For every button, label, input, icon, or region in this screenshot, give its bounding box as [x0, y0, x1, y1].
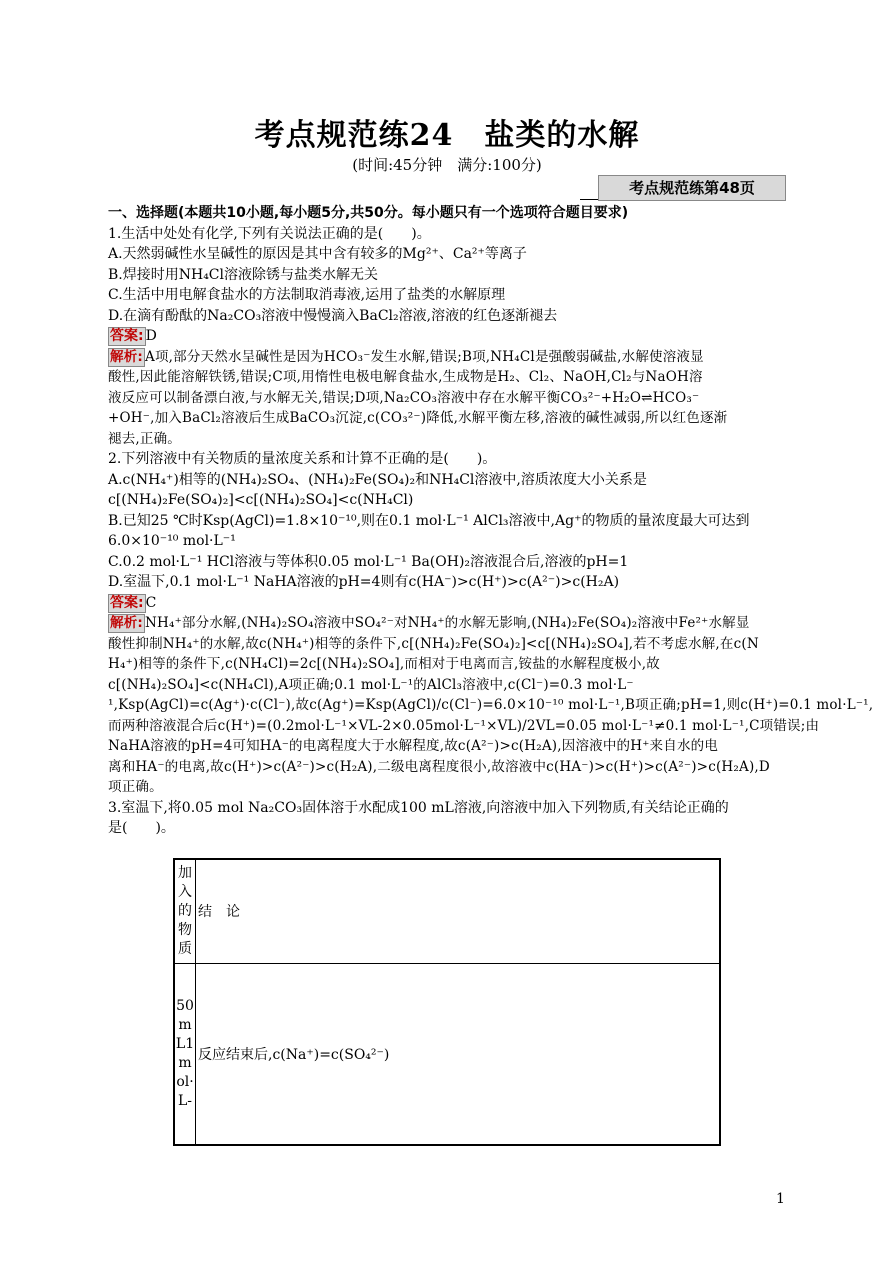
q2-explain-line: NaHA溶液的pH=4可知HA⁻的电离程度大于水解程度,故c(A²⁻)>c(H₂A),因溶液中的H⁺来自水的电 — [108, 738, 719, 754]
q2-explain-line: c[(NH₄)₂SO₄]<c(NH₄Cl),A项正确;0.1 mol·L⁻¹的AlCl₃溶液中,c(Cl⁻)=0.3 mol·L⁻ — [108, 676, 634, 693]
table-header-row — [174, 859, 720, 963]
q2-explain-line: H₄⁺)相等的条件下,c(NH₄Cl)=2c[(NH₄)₂SO₄],而相对于电离而言,铵盐的水解程度极小,故 — [108, 656, 660, 672]
q1-option-d: D.在滴有酚酞的Na₂CO₃溶液中慢慢滴入BaCl₂溶液,溶液的红色逐渐褪去 — [108, 307, 558, 324]
q2-explain-line: 酸性抑制NH₄⁺的水解,故c(NH₄⁺)相等的条件下,c[(NH₄)₂Fe(SO₄)₂]<c[(NH₄)₂SO₄],若不考虑水解,在c(N — [108, 635, 759, 652]
answer-value: C — [145, 594, 157, 611]
content — [108, 203, 874, 839]
q2-option-d: D.室温下,0.1 mol·L⁻¹ NaHA溶液的pH=4则有c(HA⁻)>c(H⁺)>c(A²⁻)>c(H₂A) — [108, 574, 620, 590]
q1-explain-line: 褪去,正确。 — [108, 430, 181, 447]
question-3-stem-cont: 是( )。 — [108, 820, 175, 836]
conclusion-cell: 反应结束后,c(Na⁺)=c(SO₄²⁻) — [196, 963, 721, 1145]
q1-explain-line: +OH⁻,加入BaCl₂溶液后生成BaCO₃沉淀,c(CO₃²⁻)降低,水解平衡左移,溶液的碱性减弱,所以红色逐渐 — [108, 410, 728, 426]
explain-tag: 解析: — [110, 615, 143, 631]
table-row — [174, 963, 720, 1145]
page-title: 考点规范练24 盐类的水解 — [254, 118, 640, 153]
q1-option-c: C.生活中用电解食盐水的方法制取消毒液,运用了盐类的水解原理 — [108, 287, 506, 303]
answer-tag: 答案: — [110, 594, 144, 611]
explain-text: NH₄⁺部分水解,(NH₄)₂SO₄溶液中SO₄²⁻对NH₄⁺的水解无影响,(NH₄)₂Fe(SO₄)₂溶液中Fe²⁺水解显 — [145, 615, 750, 631]
q2-explain-line: 项正确。 — [108, 779, 163, 795]
added-substance-cell: 50mL1mol·L- — [174, 963, 196, 1145]
q1-option-b: B.焊接时用NH₄Cl溶液除锈与盐类水解无关 — [108, 266, 378, 283]
q1-explain-line: 液反应可以制备漂白液,与水解无关,错误;D项,Na₂CO₃溶液中存在水解平衡CO₃²⁻+H₂O⇌HCO₃⁻ — [108, 389, 700, 406]
q2-answer — [108, 593, 784, 614]
section-heading: 一、选择题(本题共10小题,每小题5分,共50分。每小题只有一个选项符合题目要求) — [108, 205, 629, 221]
page-number: 1 — [776, 1191, 785, 1207]
q2-option-a-cont: c[(NH₄)₂Fe(SO₄)₂]<c[(NH₄)₂SO₄]<c(NH₄Cl) — [108, 492, 414, 508]
answer-value: D — [145, 328, 157, 344]
question-3-table — [173, 858, 721, 1146]
question-2-stem: 2.下列溶液中有关物质的量浓度关系和计算不正确的是( )。 — [108, 451, 497, 467]
q2-explain-line: 离和HA⁻的电离,故c(H⁺)>c(A²⁻)>c(H₂A),二级电离程度很小,故溶液中c(HA⁻)>c(H⁺)>c(A²⁻)>c(H₂A),D — [108, 758, 770, 775]
q2-option-b-cont: 6.0×10⁻¹⁰ mol·L⁻¹ — [108, 533, 236, 549]
q2-explain-line: 而两种溶液混合后c(H⁺)=(0.2mol·L⁻¹×VL-2×0.05mol·L⁻¹×VL)/2VL=0.05 mol·L⁻¹≠0.1 mol·L⁻¹,C项错误;由 — [108, 717, 820, 734]
tag-underline — [580, 199, 598, 200]
q2-option-b: B.已知25 ℃时Ksp(AgCl)=1.8×10⁻¹⁰,则在0.1 mol·L⁻¹ AlCl₃溶液中,Ag⁺的物质的量浓度最大可达到 — [108, 512, 750, 529]
q2-explain-line: ¹,Ksp(AgCl)=c(Ag⁺)·c(Cl⁻),故c(Ag⁺)=Ksp(AgCl)/c(Cl⁻)=6.0×10⁻¹⁰ mol·L⁻¹,B项正确;pH=1,则c(H⁺)=0.1 mol·L⁻¹, — [108, 697, 874, 713]
q2-option-c: C.0.2 mol·L⁻¹ HCl溶液与等体积0.05 mol·L⁻¹ Ba(OH)₂溶液混合后,溶液的pH=1 — [108, 553, 629, 570]
explain-text: A项,部分天然水呈碱性是因为HCO₃⁻发生水解,错误;B项,NH₄Cl是强酸弱碱盐,水解使溶液显 — [145, 348, 704, 365]
q1-explain-line: 酸性,因此能溶解铁锈,错误;C项,用惰性电极电解食盐水,生成物是H₂、Cl₂、NaOH,Cl₂与NaOH溶 — [108, 369, 703, 385]
q2-option-a: A.c(NH₄⁺)相等的(NH₄)₂SO₄、(NH₄)₂Fe(SO₄)₂和NH₄Cl溶液中,溶质浓度大小关系是 — [108, 471, 647, 488]
q1-answer — [108, 326, 784, 347]
answer-tag: 答案: — [110, 328, 144, 344]
q1-option-a: A.天然弱碱性水呈碱性的原因是其中含有较多的Mg²⁺、Ca²⁺等离子 — [108, 246, 527, 262]
question-1-stem: 1.生活中处处有化学,下列有关说法正确的是( )。 — [108, 225, 431, 242]
q2-explain-line — [108, 613, 784, 634]
question-3-stem: 3.室温下,将0.05 mol Na₂CO₃固体溶于水配成100 mL溶液,向溶液中加入下列物质,有关结论正确的 — [108, 799, 729, 816]
col-added-substance-header: 加入的物质 — [174, 859, 196, 963]
col-conclusion-header: 结 论 — [196, 859, 721, 963]
q1-explain-line — [108, 347, 784, 368]
page-subtitle: (时间:45分钟 满分:100分) — [352, 156, 542, 174]
page-tag: 考点规范练第48页 — [598, 175, 786, 201]
explain-tag: 解析: — [110, 348, 143, 365]
